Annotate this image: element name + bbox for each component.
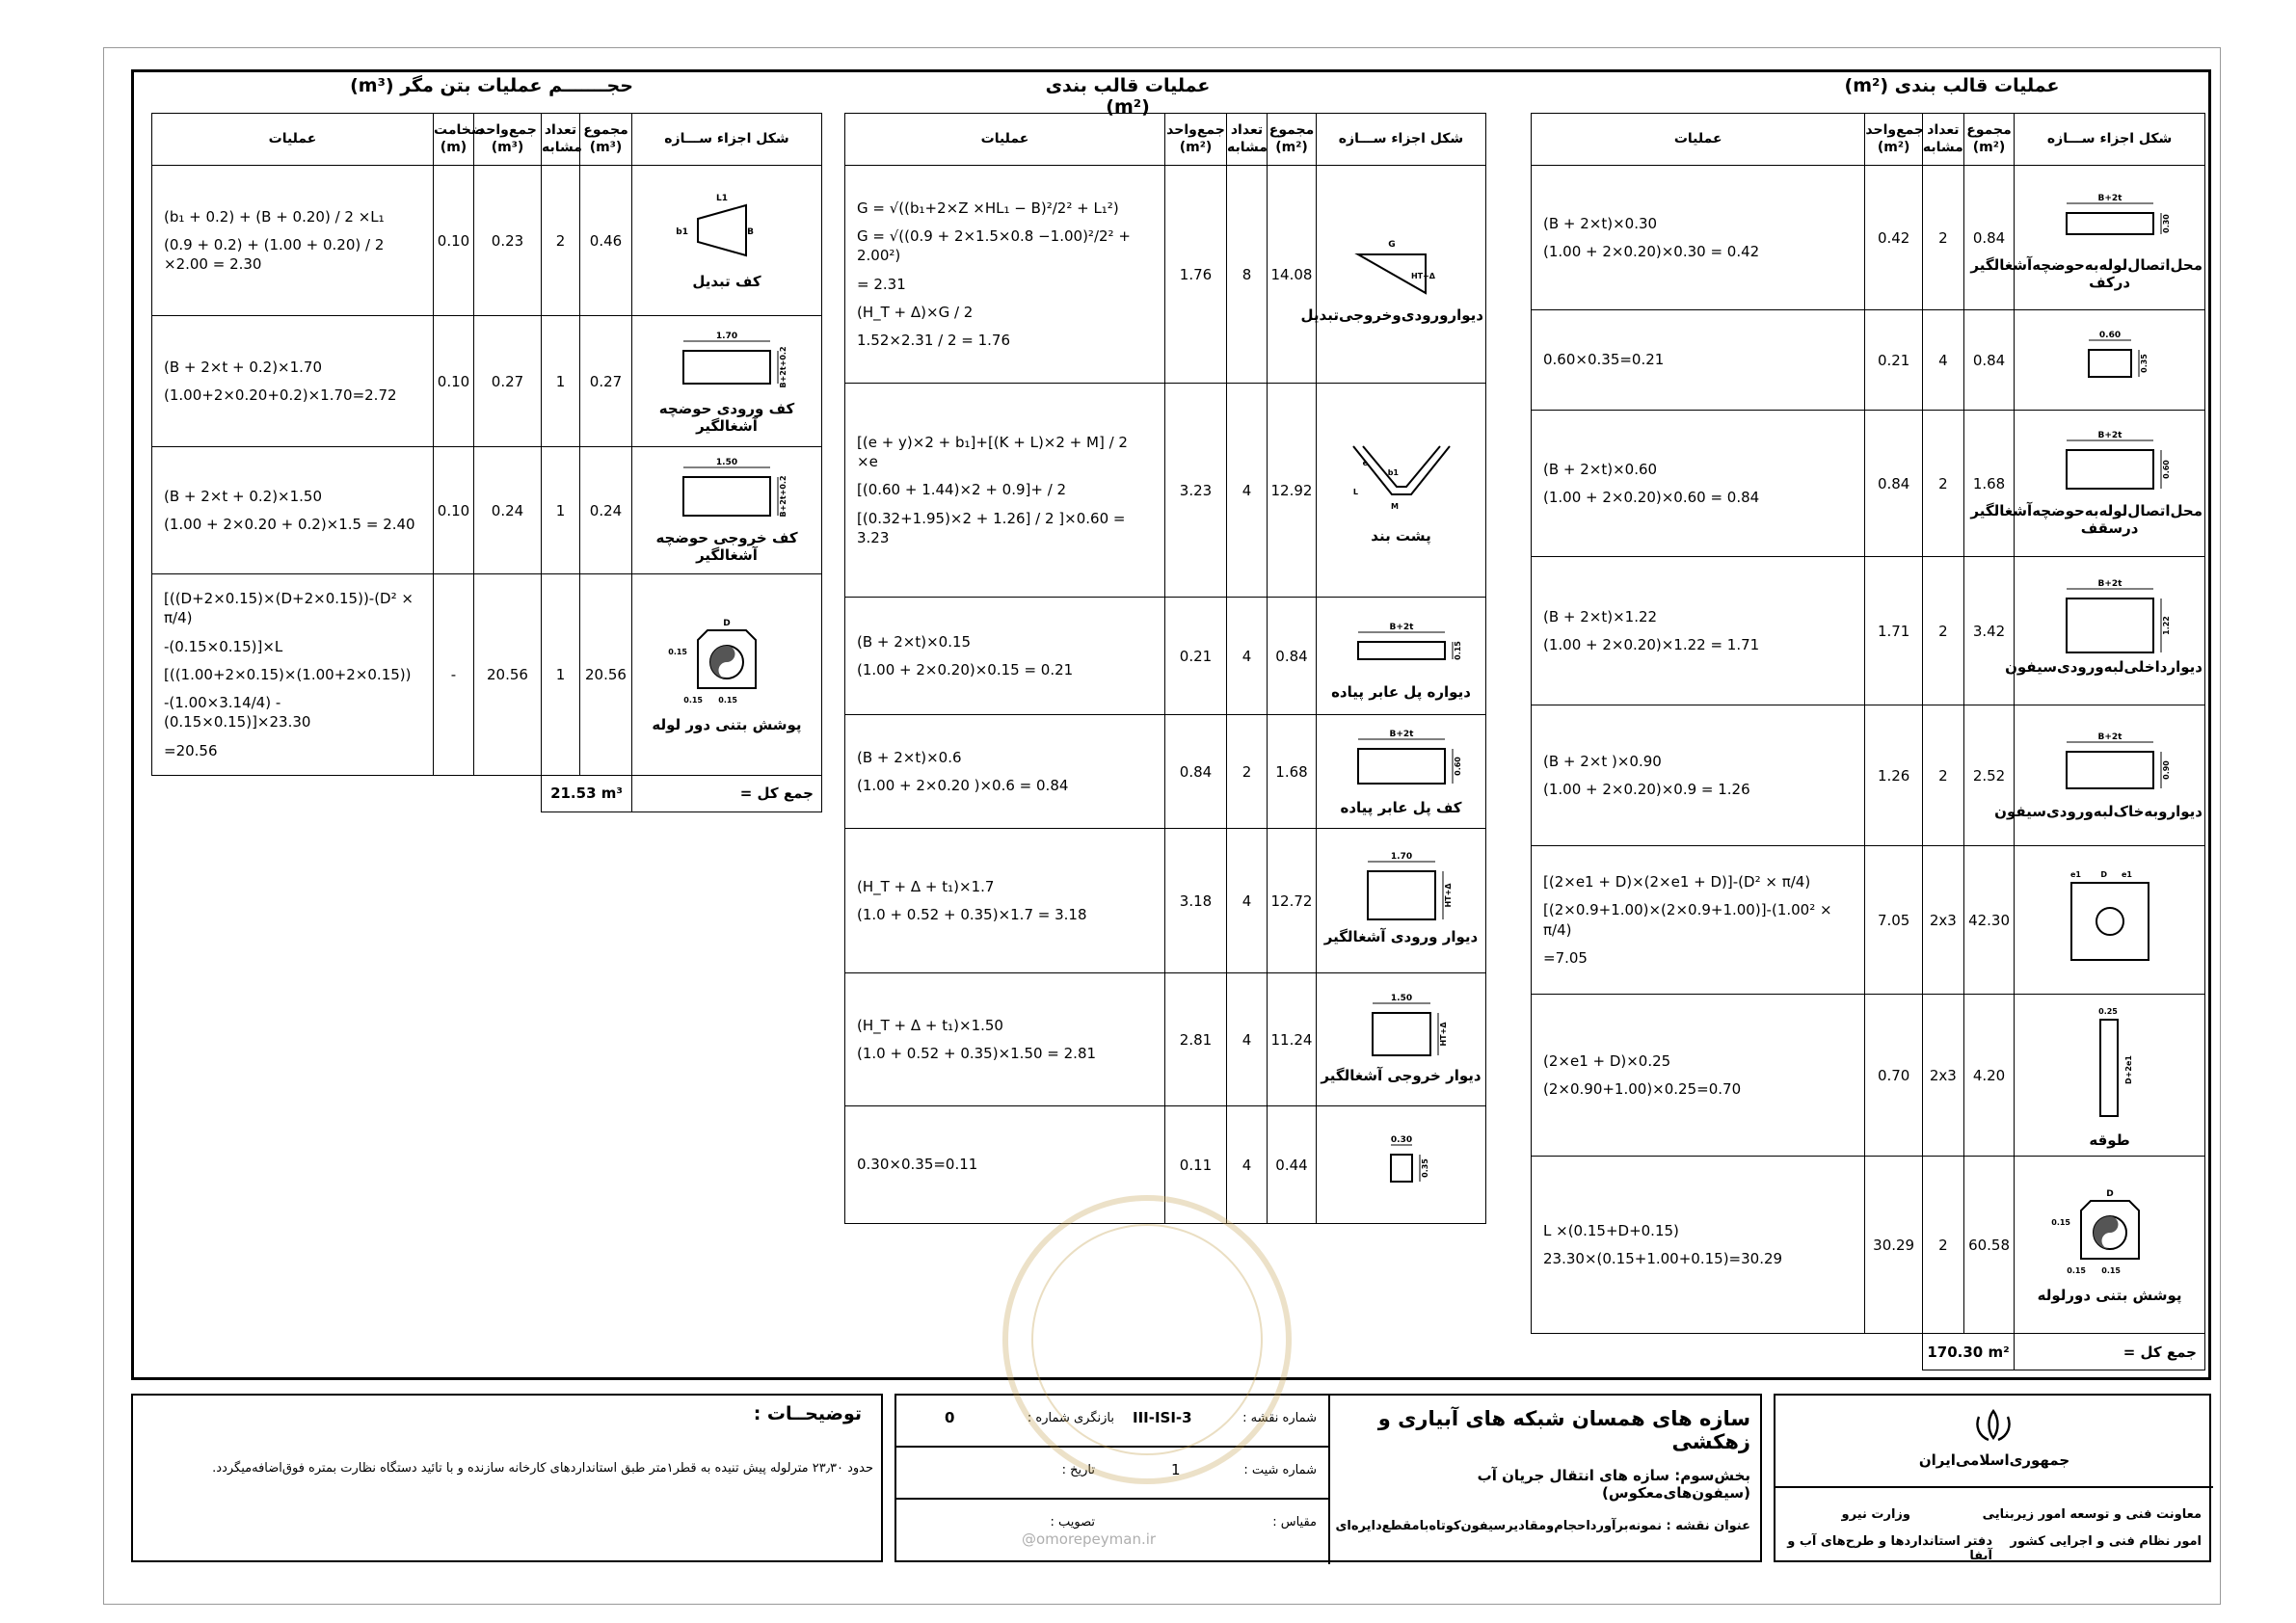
similar-count-cell: 2 (1227, 715, 1268, 829)
total-cell: 0.46 (580, 166, 632, 316)
col-ops: عملیات (152, 114, 434, 166)
svg-text:B+2t: B+2t (2097, 732, 2122, 742)
similar-count-cell: 2 (1922, 1157, 1963, 1334)
svg-text:e1: e1 (2069, 869, 2081, 879)
col-similar: تعداد مشابه (542, 114, 580, 166)
operations-cell: (B + 2×t)×0.60 (1.00 + 2×0.20)×0.60 = 0.84 (1532, 411, 1865, 557)
shape-drawing (2016, 578, 2203, 654)
similar-count-cell: 4 (1227, 1106, 1268, 1224)
middle-table-row (845, 598, 1486, 715)
revision-no: 0 (945, 1409, 955, 1426)
shape-drawing (1319, 437, 1483, 523)
col-thickness: ضخامت (m) (434, 114, 474, 166)
section-title: بخش‌سوم: سازه های انتقال جریان آب (سیفون‌های‌معکوس) (1477, 1467, 1750, 1502)
operations-cell: (B + 2×t)×0.30 (1.00 + 2×0.20)×0.30 = 0.42 (1532, 166, 1865, 310)
thickness-cell: - (434, 574, 474, 776)
total-cell: 11.24 (1268, 973, 1317, 1106)
similar-count-cell: 4 (1227, 598, 1268, 715)
svg-text:B+2t: B+2t (2097, 578, 2122, 589)
office-name-2: دفتر استانداردها و طرح‌های آب و آبفا (1787, 1534, 1992, 1563)
total-cell: 1.68 (1963, 411, 2014, 557)
right-table-row (1532, 705, 2205, 846)
shape-cell (1994, 705, 2205, 846)
unit-total-cell: 30.29 (1865, 1157, 1922, 1334)
svg-text:0.15: 0.15 (718, 695, 737, 705)
operations-cell: 0.30×0.35=0.11 (845, 1106, 1165, 1224)
operations-cell: (b₁ + 0.2) + (B + 0.20) / 2 ×L₁ (0.9 + 0.2) + (1.00 + 0.20) / 2 ×2.00 = 2.30 (152, 166, 434, 316)
total-cell: 0.84 (1963, 310, 2014, 411)
drawing-title: عنوان نقشه : نمونه‌برآورداحجام‌ومقادیرسیفون‌کوتاه‌بامقطع‌دایره‌ای (1335, 1519, 1750, 1533)
notes-text: حدود ۲۳٫۳۰ مترلوله پیش تنیده به قطر۱متر طبق استانداردهای کارخانه سازنده و با تائید دستگاه نظارت بمتره فوق‌اضافه‌میگردد. (212, 1461, 873, 1476)
shape-cell (2015, 1157, 2205, 1334)
svg-text:b1: b1 (676, 226, 688, 237)
svg-text:0.35: 0.35 (2139, 353, 2149, 373)
middle-table-row (845, 973, 1486, 1106)
similar-count-cell: 2x3 (1922, 846, 1963, 995)
watermark-seal-inner (1031, 1224, 1263, 1455)
unit-total-cell: 0.24 (474, 447, 542, 574)
operations-cell: L ×(0.15+D+0.15) 23.30×(0.15+1.00+0.15)=30.29 (1532, 1157, 1865, 1334)
similar-count-cell: 4 (1227, 829, 1268, 973)
operations-cell: (H_T + Δ + t₁)×1.50 (1.0 + 0.52 + 0.35)×1.50 = 2.81 (845, 973, 1165, 1106)
col-shape: شکل اجزاء ســـازه (2015, 114, 2205, 166)
lean-concrete-table (151, 113, 822, 812)
shape-drawing (2016, 185, 2203, 253)
grand-total-value: 21.53 m³ (542, 775, 632, 812)
shape-cell (632, 447, 822, 574)
shape-drawing (1319, 226, 1483, 303)
svg-text:0.15: 0.15 (683, 695, 703, 705)
revision-label: بازنگری شماره : (1027, 1411, 1114, 1425)
shape-drawing (1319, 728, 1483, 795)
svg-text:e1: e1 (2121, 869, 2132, 879)
shape-label: دیوار خروجی آشغالگیر (1321, 1066, 1482, 1084)
shape-drawing (2016, 1002, 2203, 1128)
shape-drawing (634, 329, 819, 396)
svg-text:B+2t: B+2t (2097, 193, 2122, 203)
svg-text:0.60: 0.60 (2161, 459, 2171, 479)
unit-total-cell: 3.23 (1165, 384, 1227, 598)
similar-count-cell: 1 (542, 316, 580, 447)
unit-total-cell: 1.76 (1165, 166, 1227, 384)
right-table-row (1532, 846, 2205, 995)
operations-cell: [(e + y)×2 + b₁]+[(K + L)×2 + M] / 2 ×e [(0.60 + 1.44)×2 + 0.9]+ / 2 [(0.32+1.95)×2 + 1.26] / 2 ]×0.60 = 3.23 (845, 384, 1165, 598)
shape-label: دیواره پل عابر پیاده (1331, 682, 1471, 701)
total-cell: 2.52 (1963, 705, 2014, 846)
col-unit: جمع‌واحد (m²) (1165, 114, 1227, 166)
col-shape: شکل اجزاء ســـازه (1317, 114, 1486, 166)
unit-total-cell: 0.23 (474, 166, 542, 316)
unit-total-cell: 20.56 (474, 574, 542, 776)
total-cell: 1.68 (1268, 715, 1317, 829)
operations-cell: (2×e1 + D)×0.25 (2×0.90+1.00)×0.25=0.70 (1532, 995, 1865, 1157)
unit-total-cell: 0.70 (1865, 995, 1922, 1157)
middle-table-row (845, 715, 1486, 829)
shape-cell (1317, 1106, 1486, 1224)
svg-text:0.15: 0.15 (1453, 640, 1462, 660)
svg-text:0.15: 0.15 (2066, 1265, 2086, 1275)
right-table-title: عملیات قالب بندی (m²) (1844, 75, 2060, 96)
left-table-row (152, 574, 822, 776)
svg-text:L: L (1352, 487, 1358, 496)
shape-drawing (1319, 612, 1483, 679)
shape-label: محل‌اتصال‌لوله‌به‌حوضچه‌آشغالگیر درسقف (1970, 501, 2203, 537)
svg-text:0.35: 0.35 (1420, 1157, 1429, 1178)
col-total: مجموع (m³) (580, 114, 632, 166)
sheet-no: 1 (1171, 1461, 1181, 1478)
shape-drawing (634, 616, 819, 712)
left-table-title: حجـــــــم عملیات بتن مگر (m³) (350, 75, 633, 96)
shape-label: طوقه (2089, 1131, 2130, 1149)
operations-cell: (B + 2×t)×1.22 (1.00 + 2×0.20)×1.22 = 1.71 (1532, 557, 1865, 705)
total-cell: 12.92 (1268, 384, 1317, 598)
shape-drawing (634, 192, 819, 269)
right-table-row (1532, 166, 2205, 310)
middle-table-row (845, 384, 1486, 598)
shape-cell (1317, 829, 1486, 973)
operations-cell: (B + 2×t)×0.15 (1.00 + 2×0.20)×0.15 = 0.21 (845, 598, 1165, 715)
svg-text:0.25: 0.25 (2097, 1006, 2118, 1016)
grand-total-label: جمع کل = (632, 775, 822, 812)
similar-count-cell: 4 (1922, 310, 1963, 411)
middle-formwork-table (844, 113, 1486, 1224)
shape-label: محل‌اتصال‌لوله‌به‌حوضچه‌آشغالگیر درکف (1970, 255, 2203, 291)
right-table-row (1532, 411, 2205, 557)
similar-count-cell: 4 (1227, 384, 1268, 598)
left-table-row (152, 316, 822, 447)
middle-table-row (845, 166, 1486, 384)
shape-drawing (2016, 325, 2203, 392)
unit-total-cell: 0.27 (474, 316, 542, 447)
operations-cell: 0.60×0.35=0.21 (1532, 310, 1865, 411)
middle-table-row (845, 829, 1486, 973)
svg-text:0.30: 0.30 (2161, 213, 2171, 233)
total-cell: 60.58 (1963, 1157, 2014, 1334)
svg-text:B+2t: B+2t (2097, 430, 2122, 440)
svg-text:b1: b1 (1387, 467, 1399, 477)
shape-cell (1317, 598, 1486, 715)
total-cell: 0.24 (580, 447, 632, 574)
shape-label: پشت بند (1371, 526, 1431, 545)
shape-drawing (1319, 1130, 1483, 1197)
shape-label: کف تبدیل (692, 272, 761, 290)
operations-cell: [((D+2×0.15)×(D+2×0.15))-(D² × π/4) -(0.15×0.15)]×L [((1.00+2×0.15)×(1.00+2×0.15)) -(1.00×3.14/4) -(0.15×0.15)]×23.30 =20.56 (152, 574, 434, 776)
right-table-row (1532, 310, 2205, 411)
svg-text:B+2t: B+2t (1389, 622, 1413, 632)
svg-text:D: D (2105, 1188, 2114, 1199)
approval-label: تصویب : (1050, 1515, 1095, 1530)
col-ops: عملیات (845, 114, 1165, 166)
middle-table-title: عملیات قالب بندی (m²) (1045, 75, 1211, 118)
deputy-name: معاونت فنی و توسعه امور زیربنایی (1982, 1507, 2202, 1522)
scale-label: مقیاس : (1272, 1515, 1317, 1530)
operations-cell: (B + 2×t + 0.2)×1.50 (1.00 + 2×0.20 + 0.2)×1.5 = 2.40 (152, 447, 434, 574)
main-title: سازه های همسان شبکه های آبیاری و زهکشی (1377, 1407, 1750, 1453)
col-total: مجموع (m²) (1268, 114, 1317, 166)
unit-total-cell: 3.18 (1165, 829, 1227, 973)
svg-text:HT+Δ: HT+Δ (1410, 271, 1435, 280)
svg-text:HT+Δ: HT+Δ (1438, 1021, 1448, 1047)
unit-total-cell: 0.21 (1865, 310, 1922, 411)
svg-text:B+2t: B+2t (1389, 729, 1413, 739)
similar-count-cell: 1 (542, 447, 580, 574)
right-table-row (1532, 1157, 2205, 1334)
watermark-text: @omorepeyman.ir (1022, 1530, 1157, 1548)
total-cell: 12.72 (1268, 829, 1317, 973)
shape-cell (2015, 310, 2205, 411)
svg-text:G: G (1387, 239, 1396, 250)
similar-count-cell: 2 (1922, 166, 1963, 310)
svg-text:1.50: 1.50 (1390, 993, 1412, 1003)
svg-text:e: e (1362, 458, 1368, 467)
unit-total-cell: 0.11 (1165, 1106, 1227, 1224)
svg-text:1.50: 1.50 (715, 457, 738, 467)
right-table-row (1532, 995, 2205, 1157)
col-unit: جمع‌واحد (m²) (1865, 114, 1922, 166)
total-cell: 20.56 (580, 574, 632, 776)
total-cell: 14.08 (1268, 166, 1317, 384)
total-cell: 0.27 (580, 316, 632, 447)
total-cell: 0.84 (1268, 598, 1317, 715)
map-no-label: شماره نقشه : (1242, 1411, 1317, 1425)
similar-count-cell: 2 (1922, 705, 1963, 846)
operations-cell: (B + 2×t + 0.2)×1.70 (1.00+2×0.20+0.2)×1.70=2.72 (152, 316, 434, 447)
office-name-1: امور نظام فنی و اجرایی کشور (2010, 1534, 2202, 1549)
thickness-cell: 0.10 (434, 166, 474, 316)
shape-cell (1300, 166, 1486, 384)
total-row (1532, 1334, 2205, 1370)
col-similar: تعداد مشابه (1922, 114, 1963, 166)
operations-cell: (B + 2×t )×0.90 (1.00 + 2×0.20)×0.9 = 1.26 (1532, 705, 1865, 846)
ministry-name: وزارت نیرو (1841, 1507, 1910, 1522)
right-table-row (1532, 557, 2205, 705)
total-cell: 42.30 (1963, 846, 2014, 995)
right-formwork-table (1531, 113, 2205, 1370)
col-shape: شکل اجزاء ســـازه (632, 114, 822, 166)
operations-cell: G = √((b₁+2×Z ×HL₁ − B)²/2² + L₁²) G = √((0.9 + 2×1.5×0.8 −1.00)²/2² + 2.00²) = 2.31 (H_T + Δ)×G / 2 1.52×2.31 / 2 = 1.76 (845, 166, 1165, 384)
shape-drawing (2016, 1186, 2203, 1283)
grand-total-value: 170.30 m² (1922, 1334, 2014, 1370)
svg-text:D+2e1: D+2e1 (2123, 1054, 2133, 1084)
similar-count-cell: 4 (1227, 973, 1268, 1106)
shape-drawing (1319, 993, 1483, 1063)
svg-text:M: M (1390, 501, 1399, 511)
svg-text:1.70: 1.70 (715, 331, 738, 341)
thickness-cell: 0.10 (434, 316, 474, 447)
left-table-row (152, 447, 822, 574)
similar-count-cell: 8 (1227, 166, 1268, 384)
title-block-org (1774, 1394, 2211, 1562)
shape-drawing (2016, 865, 2203, 971)
operations-cell: (B + 2×t)×0.6 (1.00 + 2×0.20 )×0.6 = 0.84 (845, 715, 1165, 829)
col-ops: عملیات (1532, 114, 1865, 166)
emblem-icon (1971, 1407, 2016, 1444)
svg-text:0.15: 0.15 (668, 647, 687, 656)
similar-count-cell: 2x3 (1922, 995, 1963, 1157)
shape-label: پوشش بتنی دورلوله (2037, 1286, 2182, 1304)
shape-cell (632, 574, 822, 776)
total-cell: 3.42 (1963, 557, 2014, 705)
shape-label: کف ورودی حوضچه آشغالگیر (658, 399, 795, 435)
shape-label: دیواروبه‌خاک‌لبه‌ورودی‌سیفون (1994, 802, 2203, 820)
country-name: جمهوری‌اسلامی‌ایران (1918, 1451, 2070, 1469)
svg-text:1.22: 1.22 (2161, 615, 2171, 635)
similar-count-cell: 2 (542, 166, 580, 316)
unit-total-cell: 1.26 (1865, 705, 1922, 846)
svg-text:L1: L1 (716, 193, 728, 203)
thickness-cell: 0.10 (434, 447, 474, 574)
date-label: تاریخ : (1061, 1463, 1095, 1477)
shape-drawing (2016, 732, 2203, 799)
unit-total-cell: 7.05 (1865, 846, 1922, 995)
similar-count-cell: 2 (1922, 557, 1963, 705)
shape-label: پوشش بتنی دور لوله (652, 715, 802, 733)
unit-total-cell: 1.71 (1865, 557, 1922, 705)
total-row (152, 775, 822, 812)
shape-drawing (1319, 851, 1483, 924)
left-table-row (152, 166, 822, 316)
shape-cell (2005, 557, 2205, 705)
shape-label: دیوارداخلی‌لبه‌ورودی‌سیفون (2005, 657, 2203, 676)
svg-text:1.70: 1.70 (1390, 851, 1412, 862)
unit-total-cell: 0.21 (1165, 598, 1227, 715)
unit-total-cell: 2.81 (1165, 973, 1227, 1106)
svg-text:HT+Δ: HT+Δ (1443, 882, 1453, 908)
col-similar: تعداد مشابه (1227, 114, 1268, 166)
unit-total-cell: 0.84 (1865, 411, 1922, 557)
unit-total-cell: 0.42 (1865, 166, 1922, 310)
col-unit: جمع‌واحد (m³) (474, 114, 542, 166)
unit-total-cell: 0.84 (1165, 715, 1227, 829)
svg-text:0.15: 0.15 (2050, 1217, 2070, 1227)
svg-text:B: B (747, 226, 754, 237)
shape-cell (1317, 384, 1486, 598)
shape-cell (1317, 715, 1486, 829)
similar-count-cell: 1 (542, 574, 580, 776)
shape-cell (632, 166, 822, 316)
svg-text:0.30: 0.30 (1390, 1134, 1412, 1145)
shape-cell (632, 316, 822, 447)
svg-text:D: D (723, 618, 731, 628)
shape-label: کف پل عابر پیاده (1340, 798, 1462, 816)
svg-text:B+2t+0.2: B+2t+0.2 (779, 345, 788, 388)
svg-text:0.60: 0.60 (2098, 330, 2121, 340)
shape-cell (1317, 973, 1486, 1106)
svg-text:0.15: 0.15 (2100, 1265, 2121, 1275)
similar-count-cell: 2 (1922, 411, 1963, 557)
total-cell: 4.20 (1963, 995, 2014, 1157)
map-no: III-ISI-3 (1133, 1409, 1192, 1426)
shape-label: دیوار ورودی آشغالگیر (1323, 927, 1479, 945)
total-cell: 0.84 (1963, 166, 2014, 310)
notes-box (131, 1394, 883, 1562)
shape-drawing (2016, 431, 2203, 498)
sheet-no-label: شماره شیت : (1243, 1463, 1317, 1477)
shape-cell (2015, 846, 2205, 995)
shape-label: کف خروجی حوضچه آشغالگیر (655, 528, 798, 564)
operations-cell: [(2×e1 + D)×(2×e1 + D)]-(D² × π/4) [(2×0.9+1.00)×(2×0.9+1.00)]-(1.00² × π/4) =7.05 (1532, 846, 1865, 995)
svg-text:0.90: 0.90 (2161, 759, 2171, 780)
operations-cell: (H_T + Δ + t₁)×1.7 (1.0 + 0.52 + 0.35)×1.7 = 3.18 (845, 829, 1165, 973)
col-total: مجموع (m²) (1963, 114, 2014, 166)
shape-drawing (634, 458, 819, 525)
shape-cell (2015, 995, 2205, 1157)
svg-text:D: D (2099, 869, 2107, 879)
shape-label: دیوارورودی‌وخروجی‌تبدیل (1300, 306, 1483, 324)
svg-text:B+2t+0.2: B+2t+0.2 (779, 474, 788, 518)
svg-text:0.60: 0.60 (1453, 756, 1462, 776)
grand-total-label: جمع کل = (2015, 1334, 2205, 1370)
total-cell: 0.44 (1268, 1106, 1317, 1224)
notes-title: توضیحــات : (753, 1403, 862, 1424)
